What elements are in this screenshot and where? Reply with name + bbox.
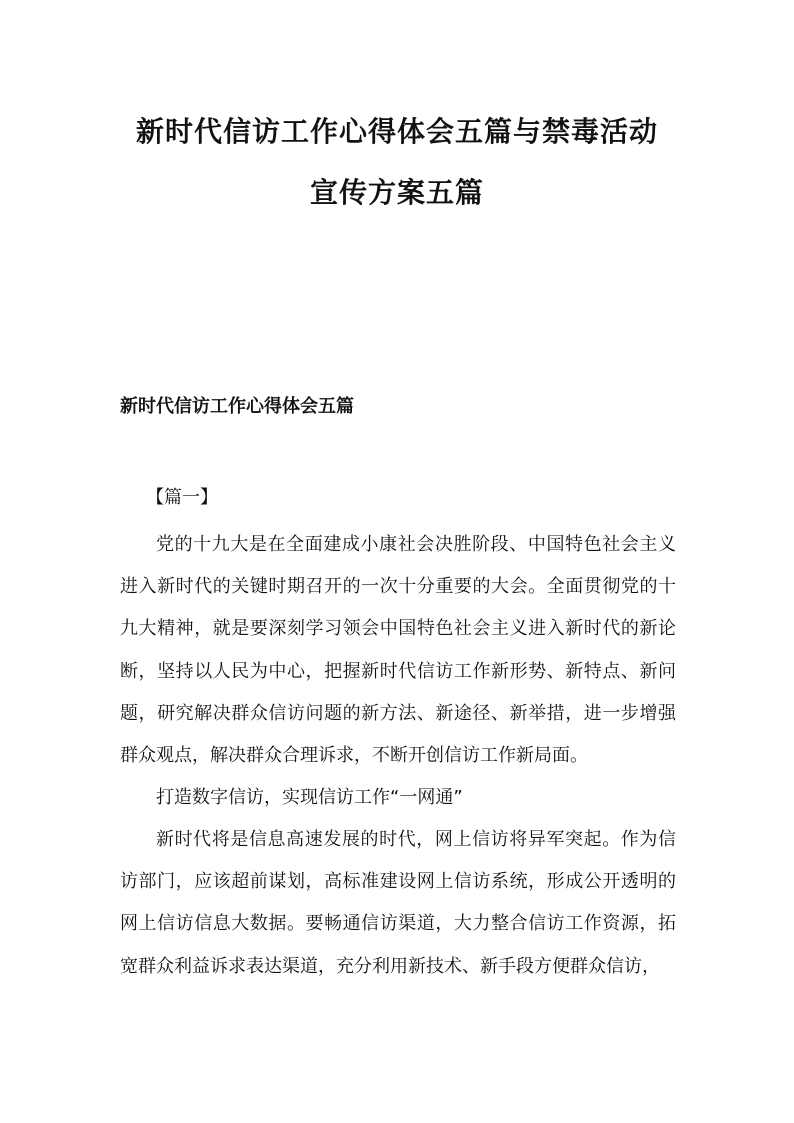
body-paragraph: 新时代将是信息高速发展的时代，网上信访将异军突起。作为信访部门，应该超前谋划，高标准建设网上信访系统，形成公开透明的网上信访信息大数据。要畅通信访渠道，大力整合信访工作资源，拓宽群众利益诉求表达渠道，充分利用新技术、新手段方便群众信访， [120,829,676,977]
section-heading: 新时代信访工作心得体会五篇 [120,396,354,417]
document-title-line-1: 新时代信访工作心得体会五篇与禁毒活动 [135,115,658,148]
body-paragraph-subheading: 打造数字信访，实现信访工作“一网通” [156,787,463,808]
article-label: 【篇一】 [146,487,218,508]
document-title-line-2: 宣传方案五篇 [309,176,484,209]
body-paragraph: 党的十九大是在全面建成小康社会决胜阶段、中国特色社会主义进入新时代的关键时期召开的一次十分重要的大会。全面贯彻党的十九大精神，就是要深刻学习领会中国特色社会主义进入新时代的新论断，坚持以人民为中心，把握新时代信访工作新形势、新特点、新问题，研究解决群众信访问题的新方法、新途径、新举措，进一步增强群众观点，解决群众合理诉求，不断开创信访工作新局面。 [120,534,676,767]
